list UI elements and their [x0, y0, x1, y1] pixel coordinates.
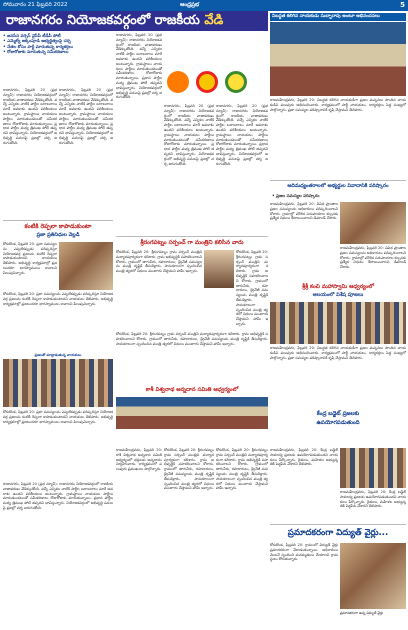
- center-story-body-2: కోరుకొండ, ఫిబ్రవరి 20: శ్రీరంగపట్నం గ్రామ సర్పంచ్ మంత్రిని మర్యాదపూర్వకంగా కలిశారు. గ్రామ అభివృద్ధికి సహకరించాలని కోరారు. గ్రామంలో తాగునీరు, రహదారులు, డ్రైనేజీ సమస్యలను మంత్రి దృష్టికి తీసుకెళ్లారు. సానుకూలంగా స్పందించిన మంత్రి త్వరలో నిధులు మంజూరు చేస్తామని హామీ ఇచ్చారు.: [236, 250, 268, 330]
- bottom-col-2: కోరుకొండ, ఫిబ్రవరి 20: శ్రీరంగపట్నం గ్రామ సర్పంచ్ మంత్రిని మర్యాదపూర్వకంగా కలిశారు. గ్రామ అభివృద్ధికి సహకరించాలని కోరారు. గ్రామంలో తాగునీరు, రహదారులు, డ్రైనేజీ సమస్యలను మంత్రి దృష్టికి తీసుకెళ్లారు. సానుకూలంగా స్పందించిన మంత్రి త్వరలో నిధులు మంజూరు చేస్తామని హామీ ఇచ్చారు.: [164, 448, 214, 624]
- bullet-item: • రోజురోజుకు మారుతున్న సమీకరణాలు: [3, 49, 69, 55]
- divider: [270, 180, 406, 181]
- divider: [116, 236, 268, 237]
- main-story-col-1: రాజానగరం, ఫిబ్రవరి 20 (ప్రభ న్యూస్): రాజానగరం నియోజకవర్గంలో రాజకీయ వాతావరణం వేడెక్కుతోంది. వచ్చే ఎన్నికల నాటికి పార్టీల బలాబలాలు మారే అవకాశం ఉందని పరిశీలకులు అంటున్నారు. గ్రామస్థాయి నాయకులు పార్టీలు మారుతుండటంతో సమీకరణాలు రోజురోజుకు మారుతున్నాయి. ప్రధాన పార్టీల మధ్య త్రిముఖ పోటీ తప్పదని భావిస్తున్నారు. నియోజకవర్గంలో అభివృద్ధి పనులపై ప్రజల్లో చర్చ జరుగుతోంది.: [3, 88, 57, 218]
- issue-date: సోమవారం 21 ఫిబ్రవరి 2022: [3, 2, 68, 8]
- cycle-party-logo: [196, 71, 218, 93]
- divider: [270, 524, 406, 525]
- right-box-title: శ్రీశ్రీ కంచి మహాస్వామి ఆధ్వర్యంలో: [302, 284, 374, 290]
- right-lower-title-2: ఉపయోగపడుతుంది: [316, 420, 360, 426]
- party-logos: [164, 62, 250, 102]
- right-top-body: రాజమహేంద్రవరం, ఫిబ్రవరి 20: నిబద్ధత కలిగిన నాయకుడిగా ప్రజల మన్ననలు పొందిన నాయకుడిని పలువురు అభినందించారు. కార్యక్రమంలో పార్టీ నాయకులు, కార్యకర్తలు పెద్ద సంఖ్యలో పాల్గొన్నారు. ప్రజా సమస్యల పరిష్కారానికి కృషి చేస్తామని తెలిపారు.: [270, 98, 406, 178]
- right-mid-subtitle: • ప్రజల సమస్యల పరిష్కారం: [272, 193, 320, 198]
- bottom-right-caption: ప్రమాదకరంగా ఉన్న విద్యుత్ వైర్లు: [340, 611, 384, 615]
- main-bullets: [3, 33, 113, 86]
- main-story-col-2: రాజానగరం, ఫిబ్రవరి 20 (ప్రభ న్యూస్): రాజానగరం నియోజకవర్గంలో రాజకీయ వాతావరణం వేడెక్కుతోంది. వచ్చే ఎన్నికల నాటికి పార్టీల బలాబలాలు మారే అవకాశం ఉందని పరిశీలకులు అంటున్నారు. గ్రామస్థాయి నాయకులు పార్టీలు మారుతుండటంతో సమీకరణాలు రోజురోజుకు మారుతున్నాయి. ప్రధాన పార్టీల మధ్య త్రిముఖ పోటీ తప్పదని భావిస్తున్నారు. నియోజకవర్గంలో అభివృద్ధి పనులపై ప్రజల్లో చర్చ జరుగుతోంది.: [59, 88, 113, 218]
- main-headline: [0, 11, 268, 31]
- page-number: 5: [400, 1, 405, 9]
- left-lower-body: కోరుకొండ, ఫిబ్రవరి 20: ప్రజా సమస్యలను ఎప్పటికప్పుడు పరిష్కరిస్తూ నియోజకవర్గ ప్రజలను కంటికి రెప్పలా కాపాడుకుంటానని నాయకులు తెలిపారు. అభివృద్ధి కార్యక్రమాల్లో ప్రజలందరూ భాగస్వాములు కావాలని పిలుపునిచ్చారు.: [3, 410, 113, 480]
- main-story-col-4: రాజానగరం, ఫిబ్రవరి 20 (ప్రభ న్యూస్): రాజానగరం నియోజకవర్గంలో రాజకీయ వాతావరణం వేడెక్కుతోంది. వచ్చే ఎన్నికల నాటికి పార్టీల బలాబలాలు మారే అవకాశం ఉందని పరిశీలకులు అంటున్నారు. గ్రామస్థాయి నాయకులు పార్టీలు మారుతుండటంతో సమీకరణాలు రోజురోజుకు మారుతున్నాయి. ప్రధాన పార్టీల మధ్య త్రిముఖ పోటీ తప్పదని భావిస్తున్నారు. నియోజకవర్గంలో అభివృద్ధి పనులపై ప్రజల్లో చర్చ జరుగుతోంది.: [164, 104, 214, 234]
- left-photo-caption: ప్రజలతో మాట్లాడుతున్న నాయకులు: [34, 353, 82, 357]
- bottom-right-body: కోరుకొండ, ఫిబ్రవరి 20: గ్రామంలో విద్యుత్ వైర్లు ప్రమాదకరంగా వేలాడుతున్నాయి. అధికారులు వెంటనే స్పందించి మరమ్మతులు చేయాలని గ్రామస్థులు కోరుతున్నారు.: [270, 543, 338, 625]
- right-box-subtitle: ఆలయంలో విశేష పూజలు: [312, 292, 364, 298]
- fan-party-logo: [225, 71, 247, 93]
- left-bottom-body: రాజానగరం, ఫిబ్రవరి 20 (ప్రభ న్యూస్): రాజానగరం నియోజకవర్గంలో రాజకీయ వాతావరణం వేడెక్కుతోంది. వచ్చే ఎన్నికల నాటికి పార్టీల బలాబలాలు మారే అవకాశం ఉందని పరిశీలకులు అంటున్నారు. గ్రామస్థాయి నాయకులు పార్టీలు మారుతుండటంతో సమీకరణాలు రోజురోజుకు మారుతున్నాయి. ప్రధాన పార్టీల మధ్య త్రిముఖ పోటీ తప్పదని భావిస్తున్నారు. నియోజకవర్గంలో అభివృద్ధి పనులపై ప్రజల్లో చర్చ జరుగుతోంది.: [3, 482, 113, 622]
- right-lower-photo: [340, 448, 406, 488]
- main-story-col-3: రాజానగరం, ఫిబ్రవరి 20 (ప్రభ న్యూస్): రాజానగరం నియోజకవర్గంలో రాజకీయ వాతావరణం వేడెక్కుతోంది. వచ్చే ఎన్నికల నాటికి పార్టీల బలాబలాలు మారే అవకాశం ఉందని పరిశీలకులు అంటున్నారు. గ్రామస్థాయి నాయకులు పార్టీలు మారుతుండటంతో సమీకరణాలు రోజురోజుకు మారుతున్నాయి. ప్రధాన పార్టీల మధ్య త్రిముఖ పోటీ తప్పదని భావిస్తున్నారు. నియోజకవర్గంలో అభివృద్ధి పనులపై ప్రజల్లో చర్చ జరుగుతోంది.: [116, 33, 162, 193]
- section-name: ఆంధ్రప్రభ: [180, 2, 200, 8]
- right-mid-photo: [340, 202, 406, 244]
- right-mid-body: రాజమహేంద్రవరం, ఫిబ్రవరి 20: వివిధ ప్రాంతాల ప్రజల సమస్యలను అధికారులు పరిష్కరించాలని కోరారు. గ్రామాల్లో మౌలిక సదుపాయాల కల్పనకు ప్రత్యేక నిధులు కేటాయించాలని డిమాండ్ చేశారు.: [270, 202, 338, 280]
- left-mid-title: కంటికి రెప్పలా కాపాడుకుంటా: [24, 223, 92, 230]
- center-lower-title: కాశీ విశ్వనాథ అన్నదాన సమితి ఆధ్వర్యంలో: [145, 387, 239, 393]
- right-lower-body: రాజమహేంద్రవరం, ఫిబ్రవరి 20: కేంద్ర బడ్జెట్ సామాన్య ప్రజలకు ఉపయోగపడుతుందని నాయకులు పేర్కొన్నారు. రైతులు, మహిళల అభ్యున్నతికి పెద్దపీట వేశారని తెలిపారు.: [270, 448, 338, 510]
- right-lower-body-2: రాజమహేంద్రవరం, ఫిబ్రవరి 20: కేంద్ర బడ్జెట్ సామాన్య ప్రజలకు ఉపయోగపడుతుందని నాయకులు పేర్కొన్నారు. రైతులు, మహిళల అభ్యున్నతికి పెద్దపీట వేశారని తెలిపారు.: [340, 490, 406, 520]
- bottom-right-photo: [340, 543, 406, 609]
- headline-highlight: వేడి: [204, 13, 224, 28]
- left-mid-body: కోరుకొండ, ఫిబ్రవరి 20: ప్రజా సమస్యలను ఎప్పటికప్పుడు పరిష్కరిస్తూ నియోజకవర్గ ప్రజలను కంటికి రెప్పలా కాపాడుకుంటానని నాయకులు తెలిపారు. అభివృద్ధి కార్యక్రమాల్లో ప్రజలందరూ భాగస్వాములు కావాలని పిలుపునిచ్చారు.: [3, 242, 57, 290]
- right-lower-title: కేంద్ర బడ్జెట్ ప్రజలకు: [316, 411, 360, 417]
- right-top-photo: [270, 22, 406, 96]
- right-mid-title: ఆదిమధ్యంతరాలలో అభ్యర్థుల వివాదానికి పరిష్కారం: [287, 183, 389, 189]
- page-header-bar: [0, 0, 408, 11]
- lotus-party-logo: [167, 71, 189, 93]
- main-story-col-5: రాజానగరం, ఫిబ్రవరి 20 (ప్రభ న్యూస్): రాజానగరం నియోజకవర్గంలో రాజకీయ వాతావరణం వేడెక్కుతోంది. వచ్చే ఎన్నికల నాటికి పార్టీల బలాబలాలు మారే అవకాశం ఉందని పరిశీలకులు అంటున్నారు. గ్రామస్థాయి నాయకులు పార్టీలు మారుతుండటంతో సమీకరణాలు రోజురోజుకు మారుతున్నాయి. ప్రధాన పార్టీల మధ్య త్రిముఖ పోటీ తప్పదని భావిస్తున్నారు. నియోజకవర్గంలో అభివృద్ధి పనులపై ప్రజల్లో చర్చ జరుగుతోంది.: [216, 104, 268, 234]
- left-mid-subtitle: ప్రజా ప్రతినిధుల వెల్లడి: [36, 232, 80, 238]
- center-story-title: శ్రీరంగపట్నం సర్పంచ్ గా మంత్రిని కలిసిన వారు: [140, 240, 244, 246]
- bullet-item: • ఎమ్మెల్యే జక్కంపూడి అభ్యర్థిత్వంపై చర్చ: [3, 38, 71, 44]
- left-event-photo: [3, 359, 113, 407]
- center-lower-photo: [116, 397, 268, 429]
- center-story-body-3: కోరుకొండ, ఫిబ్రవరి 20: శ్రీరంగపట్నం గ్రామ సర్పంచ్ మంత్రిని మర్యాదపూర్వకంగా కలిశారు. గ్రామ అభివృద్ధికి సహకరించాలని కోరారు. గ్రామంలో తాగునీరు, రహదారులు, డ్రైనేజీ సమస్యలను మంత్రి దృష్టికి తీసుకెళ్లారు. సానుకూలంగా స్పందించిన మంత్రి త్వరలో నిధులు మంజూరు చేస్తామని హామీ ఇచ్చారు.: [116, 332, 268, 384]
- headline-text: రాజానగరం నియోజకవర్గంలో రాజకీయ: [6, 13, 205, 28]
- right-box-body: రాజమహేంద్రవరం, ఫిబ్రవరి 20: నిబద్ధత కలిగిన నాయకుడిగా ప్రజల మన్ననలు పొందిన నాయకుడిని పలువురు అభినందించారు. కార్యక్రమంలో పార్టీ నాయకులు, కార్యకర్తలు పెద్ద సంఖ్యలో పాల్గొన్నారు. ప్రజా సమస్యల పరిష్కారానికి కృషి చేస్తామని తెలిపారు.: [270, 346, 406, 406]
- divider: [3, 220, 113, 221]
- bottom-banner: ప్రమాదకరంగా విద్యుత్ వైర్లు...: [287, 528, 389, 538]
- right-box-photo: [270, 302, 406, 344]
- bullet-item: • జనసేన వర్సెస్ వైసీపీ టీడీపీ పోటీ: [3, 33, 61, 38]
- portrait-photo: [204, 250, 234, 288]
- bullet-item: • నేతల కోసం పార్టీ మారుతున్న కార్యకర్తలు: [3, 43, 73, 49]
- left-mid-photo: [59, 242, 113, 290]
- right-top-title: నిబద్ధత కలిగిన నాయకుడు సుబ్బారావు అంటూ అభినందనలు: [270, 13, 406, 21]
- right-mid-body-2: రాజమహేంద్రవరం, ఫిబ్రవరి 20: వివిధ ప్రాంతాల ప్రజల సమస్యలను అధికారులు పరిష్కరించాలని కోరారు. గ్రామాల్లో మౌలిక సదుపాయాల కల్పనకు ప్రత్యేక నిధులు కేటాయించాలని డిమాండ్ చేశారు.: [340, 246, 406, 280]
- center-story-body: కోరుకొండ, ఫిబ్రవరి 20: శ్రీరంగపట్నం గ్రామ సర్పంచ్ మంత్రిని మర్యాదపూర్వకంగా కలిశారు. గ్రామ అభివృద్ధికి సహకరించాలని కోరారు. గ్రామంలో తాగునీరు, రహదారులు, డ్రైనేజీ సమస్యలను మంత్రి దృష్టికి తీసుకెళ్లారు. సానుకూలంగా స్పందించిన మంత్రి త్వరలో నిధులు మంజూరు చేస్తామని హామీ ఇచ్చారు.: [116, 250, 202, 330]
- bottom-col-1: రాజమహేంద్రవరం, ఫిబ్రవరి 20: కాశీ విశ్వనాథ అన్నదాన సమితి ఆధ్వర్యంలో భక్తులకు అన్నదానం నిర్వహించారు. కార్యక్రమంలో పలువురు ప్రముఖులు పాల్గొన్నారు.: [116, 448, 162, 624]
- left-mid-body-2: కోరుకొండ, ఫిబ్రవరి 20: ప్రజా సమస్యలను ఎప్పటికప్పుడు పరిష్కరిస్తూ నియోజకవర్గ ప్రజలను కంటికి రెప్పలా కాపాడుకుంటానని నాయకులు తెలిపారు. అభివృద్ధి కార్యక్రమాల్లో ప్రజలందరూ భాగస్వాములు కావాలని పిలుపునిచ్చారు.: [3, 292, 113, 352]
- bottom-col-3: కోరుకొండ, ఫిబ్రవరి 20: శ్రీరంగపట్నం గ్రామ సర్పంచ్ మంత్రిని మర్యాదపూర్వకంగా కలిశారు. గ్రామ అభివృద్ధికి సహకరించాలని కోరారు. గ్రామంలో తాగునీరు, రహదారులు, డ్రైనేజీ సమస్యలను మంత్రి దృష్టికి తీసుకెళ్లారు. సానుకూలంగా స్పందించిన మంత్రి త్వరలో నిధులు మంజూరు చేస్తామని హామీ ఇచ్చారు.: [216, 448, 268, 624]
